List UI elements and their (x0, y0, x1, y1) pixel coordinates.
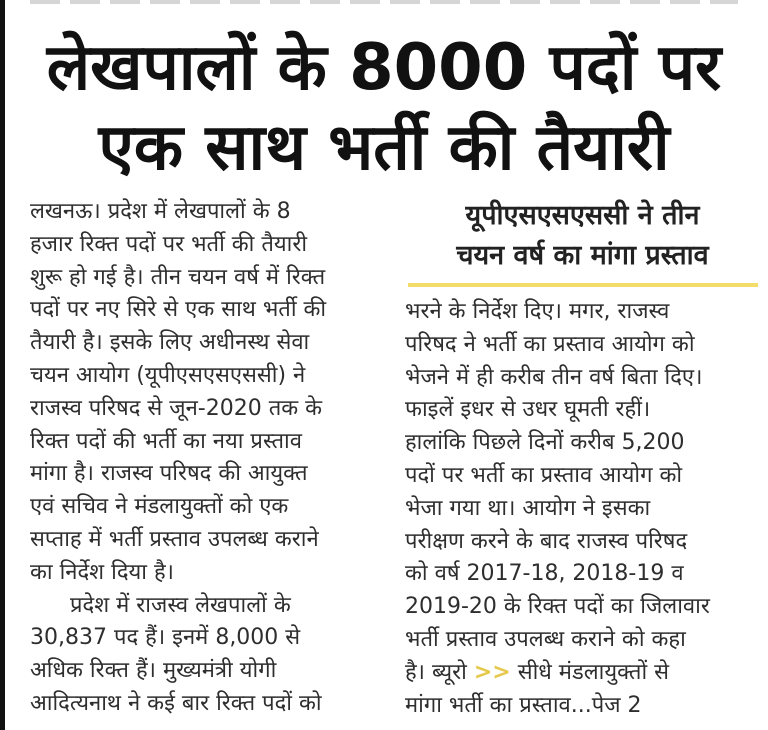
text-line: सप्ताह में भर्ती प्रस्ताव उपलब्ध कराने (30, 526, 319, 552)
double-arrow-icon: >> (473, 659, 511, 685)
headline-line-2: एक साथ भर्ती की तैयारी (98, 111, 670, 185)
byline-prefix: है। ब्यूरो (405, 659, 467, 685)
text-line: 2019-20 के रिक्त पदों का जिलावार (405, 594, 710, 620)
subheadline-line-2: चयन वर्ष का मांगा प्रस्ताव (456, 240, 709, 271)
text-line: रिक्त पदों की भर्ती का नया प्रस्ताव (30, 428, 302, 454)
text-line: भेजने में ही करीब तीन वर्ष बिता दिए। (405, 364, 703, 390)
text-line: हालांकि पिछले दिनों करीब 5,200 (405, 430, 685, 456)
text-line: मांगा है। राजस्व परिषद की आयुक्त (30, 461, 308, 487)
text-line: अधिक रिक्त हैं। मुख्यमंत्री योगी (30, 658, 277, 684)
text-line: पदों पर नए सिरे से एक साथ भर्ती की (30, 297, 327, 323)
text-line: का निर्देश दिया है। (30, 559, 174, 585)
text-line: राजस्व परिषद से जून-2020 तक के (30, 395, 323, 421)
right-column (405, 296, 760, 722)
text-line: परीक्षण करने के बाद राजस्व परिषद (405, 528, 688, 554)
text-line: भरने के निर्देश दिए। मगर, राजस्व (405, 299, 670, 324)
text-line: आदित्यनाथ ने कई बार रिक्त पदों को (30, 690, 322, 716)
text-line: 30,837 पद हैं। इनमें 8,000 से (30, 625, 301, 651)
text-line: को वर्ष 2017-18, 2018-19 व (405, 561, 684, 587)
subheadline-rule (408, 283, 758, 287)
text-line: हजार रिक्त पदों पर भर्ती की तैयारी (30, 231, 308, 257)
page-teaser: सीधे मंडलायुक्तों से (517, 659, 670, 685)
text-line: पदों पर भर्ती का प्रस्ताव आयोग को (405, 462, 683, 488)
text-line: भेजा गया था। आयोग ने इसका (405, 495, 651, 521)
text-line: परिषद ने भर्ती का प्रस्ताव आयोग को (405, 331, 695, 357)
subheadline-line-1: यूपीएसएसएससी ने तीन (465, 200, 700, 231)
text-line: चयन आयोग (यूपीएसएसएससी) ने (30, 362, 306, 388)
text-line: तैयारी है। इसके लिए अधीनस्थ सेवा (30, 330, 310, 356)
clipped-top-text (30, 0, 738, 4)
text-line: एवं सचिव ने मंडलायुक्तों को एक (30, 494, 289, 520)
text-line: भर्ती प्रस्ताव उपलब्ध कराने को कहा (405, 626, 686, 652)
byline (405, 657, 760, 690)
left-column (30, 196, 395, 721)
headline-line-1: लेखपालों के 8000 पदों पर (46, 31, 722, 105)
text-line: शुरू हो गई है। तीन चयन वर्ष में रिक्त (30, 264, 326, 290)
text-line: प्रदेश में राजस्व लेखपालों के (70, 592, 291, 618)
text-line: फाइलें इधर से उधर घूमती रहीं। (405, 397, 651, 423)
page-teaser-line-2: मांगा भर्ती का प्रस्ताव...पेज 2 (405, 692, 642, 718)
text-line: लखनऊ। प्रदेश में लेखपालों के 8 (30, 199, 291, 224)
